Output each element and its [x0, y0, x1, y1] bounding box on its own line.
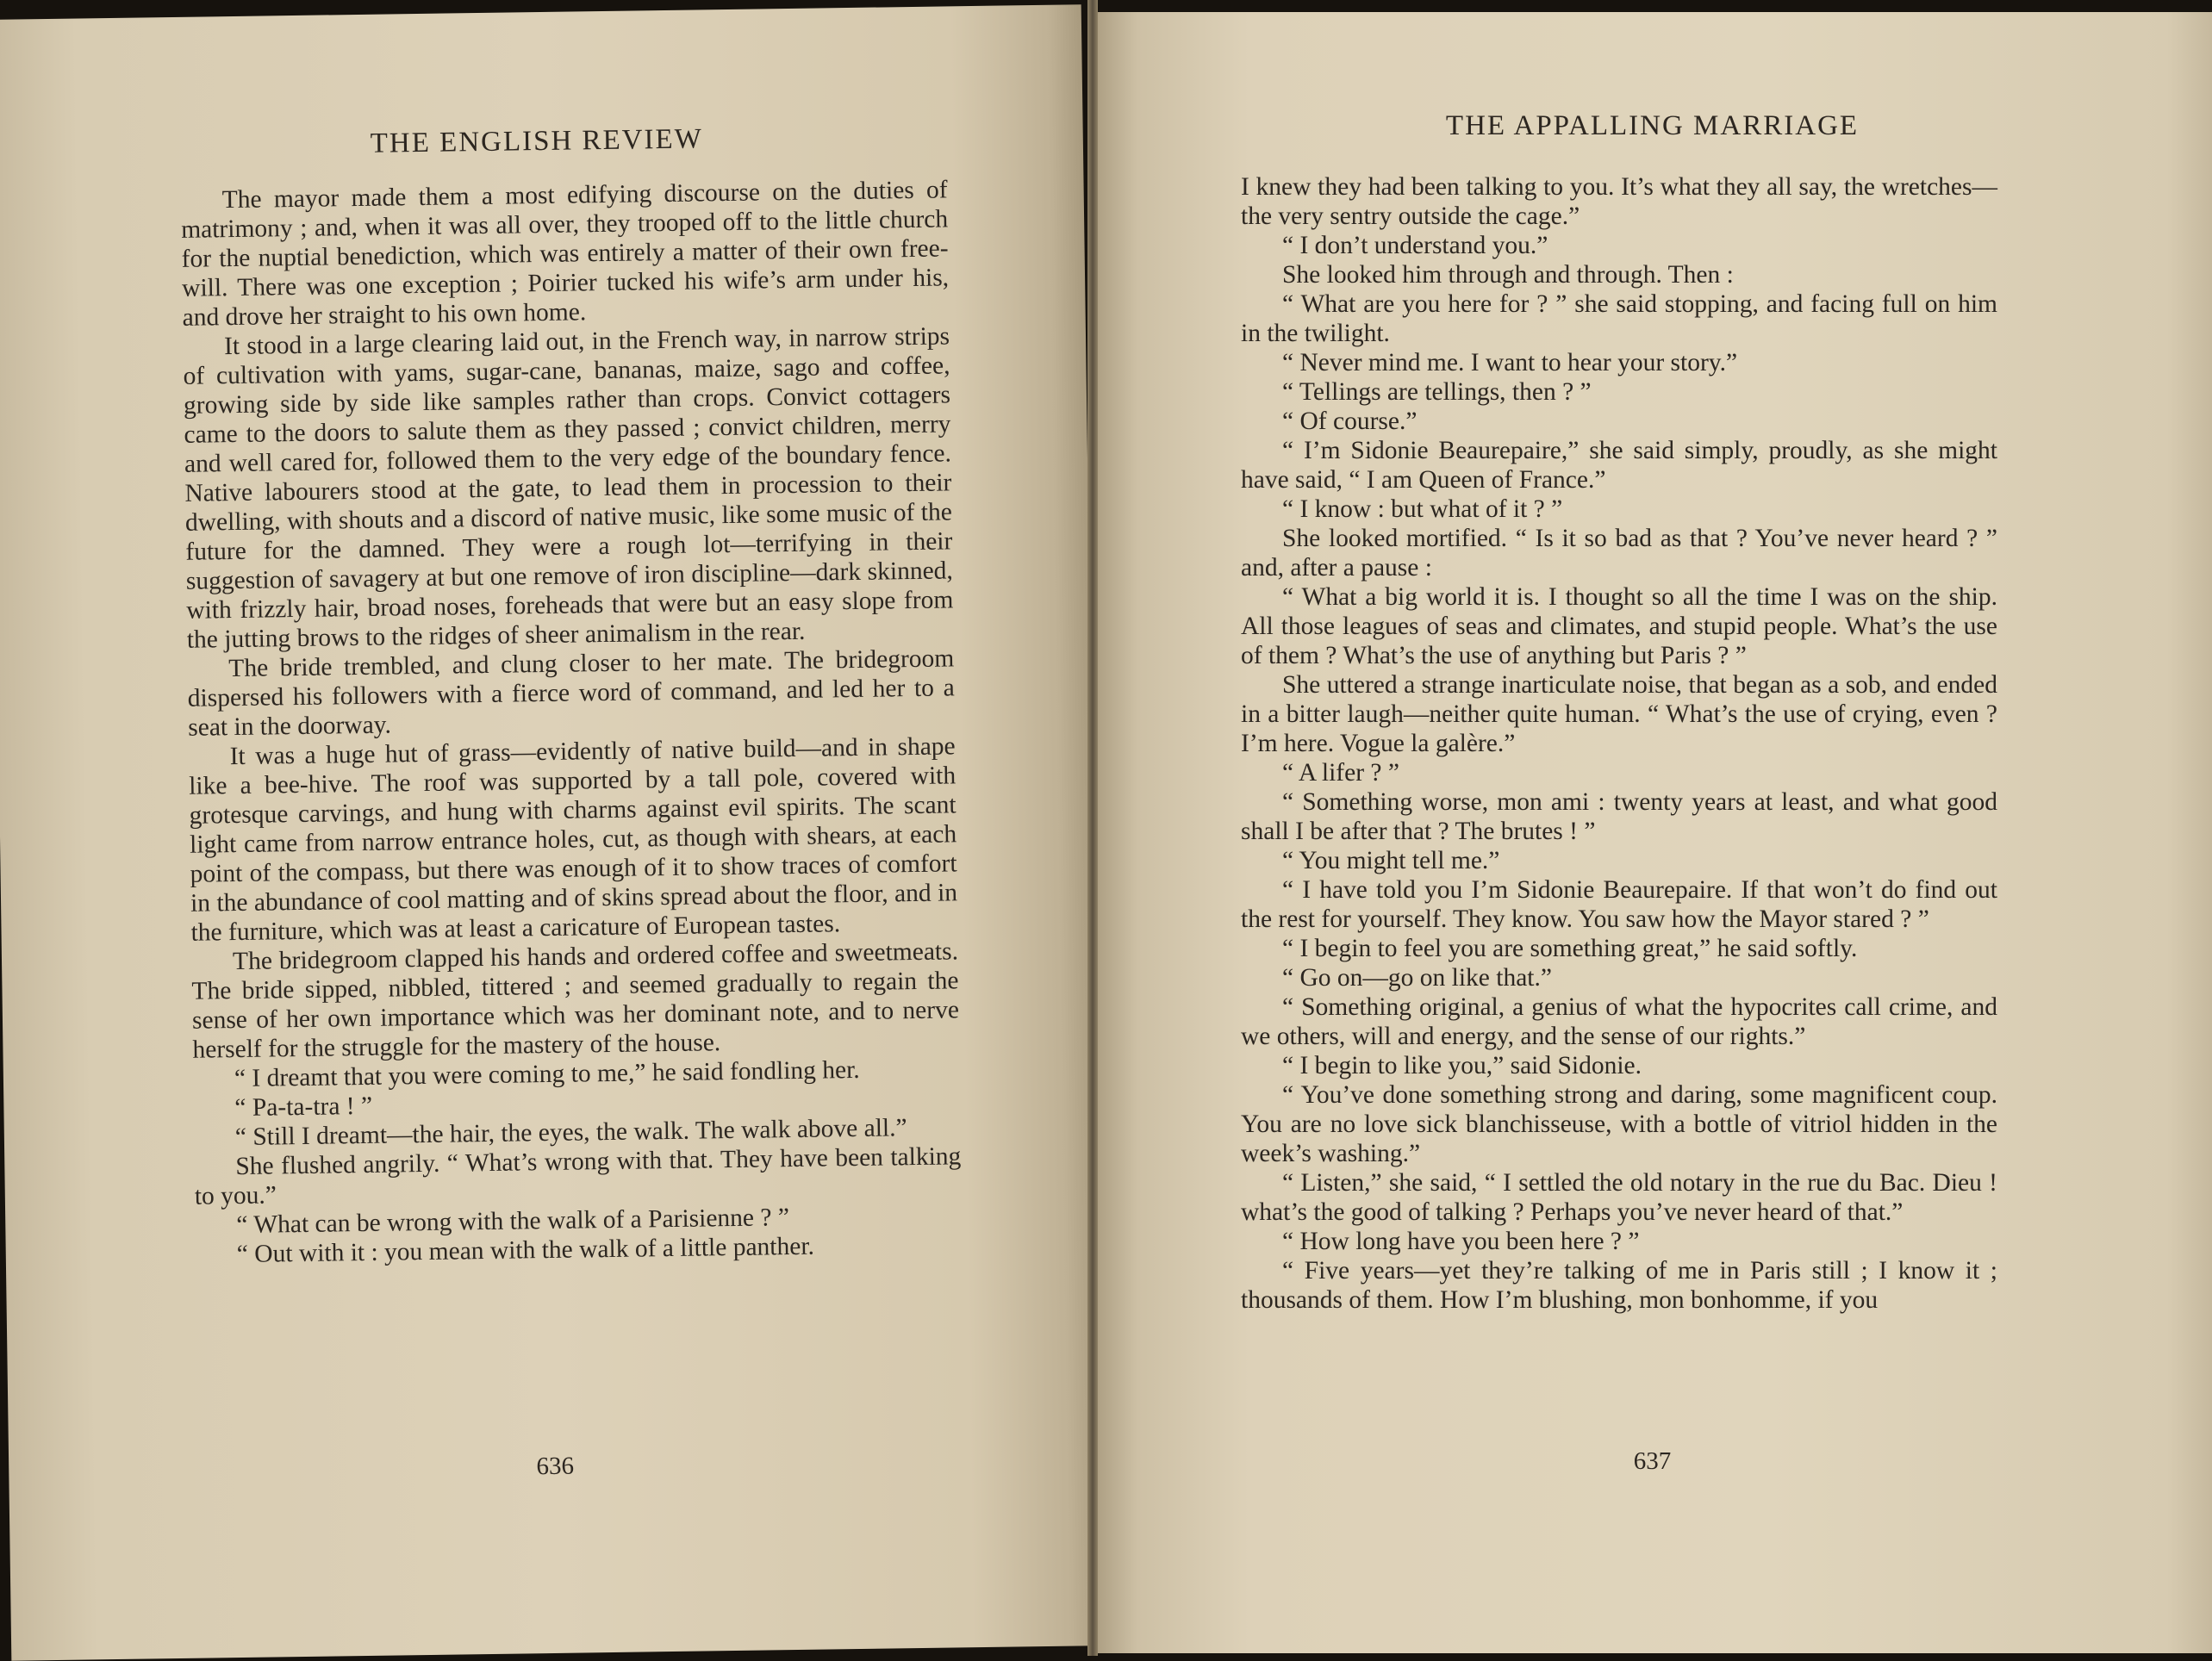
right-page-body — [1241, 172, 1997, 1315]
paragraph: “ A lifer ? ” — [1282, 759, 1399, 787]
page-number-left: 636 — [536, 1452, 575, 1481]
paragraph: “ Of course.” — [1282, 407, 1418, 435]
left-page — [0, 4, 1104, 1661]
paragraph: “ Go on—go on like that.” — [1282, 964, 1552, 992]
paragraph: “ Listen,” she said, “ I settled the old notary in the rue du Bac. Dieu ! what’s the good of talking ? Perhaps you’ve never heard of that.” — [1241, 1169, 1997, 1226]
running-head-left: THE ENGLISH REVIEW — [370, 123, 704, 159]
paragraph: “ Still I dreamt—the hair, the eyes, the walk. The walk above all.” — [234, 1114, 907, 1152]
page-number-right: 637 — [1633, 1447, 1672, 1475]
paragraph: “ Five years—yet they’re talking of me in Paris still ; I know it ; thousands of them. How I’m blushing, mon bonhomme, if you — [1241, 1257, 1997, 1314]
paragraph: The mayor made them a most edifying discourse on the duties of matrimony ; and, when it was all over, they trooped off to the little church for the nuptial benediction, which was entirely a matter of their own free-will. There was one exception ; Poirier tucked his wife’s arm under his, and drove her straight to his own home. — [180, 176, 950, 332]
paragraph: “ You might tell me.” — [1282, 847, 1500, 874]
paragraph: “ I don’t understand you.” — [1282, 232, 1548, 259]
paragraph: It was a huge hut of grass—evidently of native build—and in shape like a bee-hive. The roof was supported by a tall pole, covered with grotesque carvings, and hung with charms against evil spirits. The scant light came from narrow entrance holes, cut, as though with shears, at each point of the compass, but there was enough of it to show traces of comfort in the abundance of cool matting and of skins spread about the floor, and in the furniture, which was at least a caricature of European tastes. — [188, 732, 958, 947]
paragraph: She flushed angrily. “ What’s wrong with that. They have been talking to you.” — [194, 1142, 962, 1210]
paragraph: “ Never mind me. I want to hear your story.” — [1282, 349, 1738, 376]
paragraph: “ I begin to feel you are something great,” he said softly. — [1282, 935, 1858, 962]
paragraph: “ What are you here for ? ” she said stopping, and facing full on him in the twilight. — [1241, 290, 1997, 347]
paragraph: “ I have told you I’m Sidonie Beaurepaire. If that won’t do find out the rest for yourself. They know. You saw how the Mayor stared ? ” — [1241, 876, 1997, 933]
paragraph: “ I know : but what of it ? ” — [1282, 495, 1563, 523]
paragraph: “ I dreamt that you were coming to me,” he said fondling her. — [234, 1055, 860, 1093]
paragraph: I knew they had been talking to you. It’s what they all say, the wretches—the very sentry outside the cage.” — [1241, 173, 1997, 230]
paragraph: “ What can be wrong with the walk of a Parisienne ? ” — [236, 1204, 790, 1240]
paragraph: “ How long have you been here ? ” — [1282, 1228, 1640, 1255]
paragraph: “ I begin to like you,” said Sidonie. — [1282, 1052, 1642, 1079]
paragraph: “ You’ve done something strong and daring, some magnificent coup. You are no love sick blanchisseuse, with a bottle of vitriol hidden in the week’s washing.” — [1241, 1081, 1997, 1167]
paragraph: “ Tellings are tellings, then ? ” — [1282, 378, 1592, 406]
running-head-right: THE APPALLING MARRIAGE — [1445, 110, 1860, 141]
paragraph: She looked mortified. “ Is it so bad as that ? You’ve never heard ? ” and, after a pause : — [1241, 525, 1997, 582]
paragraph: The bridegroom clapped his hands and ordered coffee and sweetmeats. The bride sipped, nibbled, tittered ; and seemed gradually to regain the sense of her own importance which was her dominant note, and to nerve herself for the struggle for the mastery of the house. — [191, 937, 960, 1064]
paragraph: “ Something worse, mon ami : twenty years at least, and what good shall I be after that ? The brutes ! ” — [1241, 788, 1997, 845]
paragraph: She uttered a strange inarticulate noise, that began as a sob, and ended in a bitter laugh—neither quite human. “ What’s the use of crying, even ? I’m here. Vogue la galère.” — [1241, 671, 1997, 757]
paragraph: “ Pa-ta-tra ! ” — [234, 1092, 373, 1123]
left-page-body — [180, 175, 962, 1269]
paragraph: “ Something original, a genius of what the hypocrites call crime, and we others, will and energy, and the sense of our rights.” — [1241, 993, 1997, 1050]
paragraph: “ I’m Sidonie Beaurepaire,” she said simply, proudly, as she might have said, “ I am Queen of France.” — [1241, 437, 1997, 494]
paragraph: She looked him through and through. Then : — [1282, 261, 1734, 289]
paragraph: It stood in a large clearing laid out, in the French way, in narrow strips of cultivation with yams, sugar-cane, bananas, maize, sago and coffee, growing side by side like samples rather than crops. Convict cottagers came to the doors to salute them as they passed ; convict children, merry and well cared for, followed them to the very edge of the boundary fence. Native labourers stood at the gate, to lead them in procession to their dwelling, with shouts and a discord of native music, like some music of the future for the damned. They were a rough lot—terrifying in their suggestion of savagery at but one remove of iron discipline—dark skinned, with frizzly hair, broad noses, foreheads that were but an easy slope from the jutting brows to the ridges of sheer animalism in the rear. — [183, 322, 954, 654]
right-page — [1093, 12, 2212, 1653]
book-gutter — [1087, 0, 1098, 1656]
paragraph: “ What a big world it is. I thought so all the time I was on the ship. All those leagues of seas and climates, and stupid people. What’s the use of them ? What’s the use of anything but Paris ? ” — [1241, 583, 1997, 669]
paragraph: “ Out with it : you mean with the walk of a little panther. — [236, 1232, 815, 1269]
paragraph: The bride trembled, and clung closer to her mate. The bridegroom dispersed his followers with a fierce word of command, and led her to a seat in the doorway. — [187, 644, 955, 742]
